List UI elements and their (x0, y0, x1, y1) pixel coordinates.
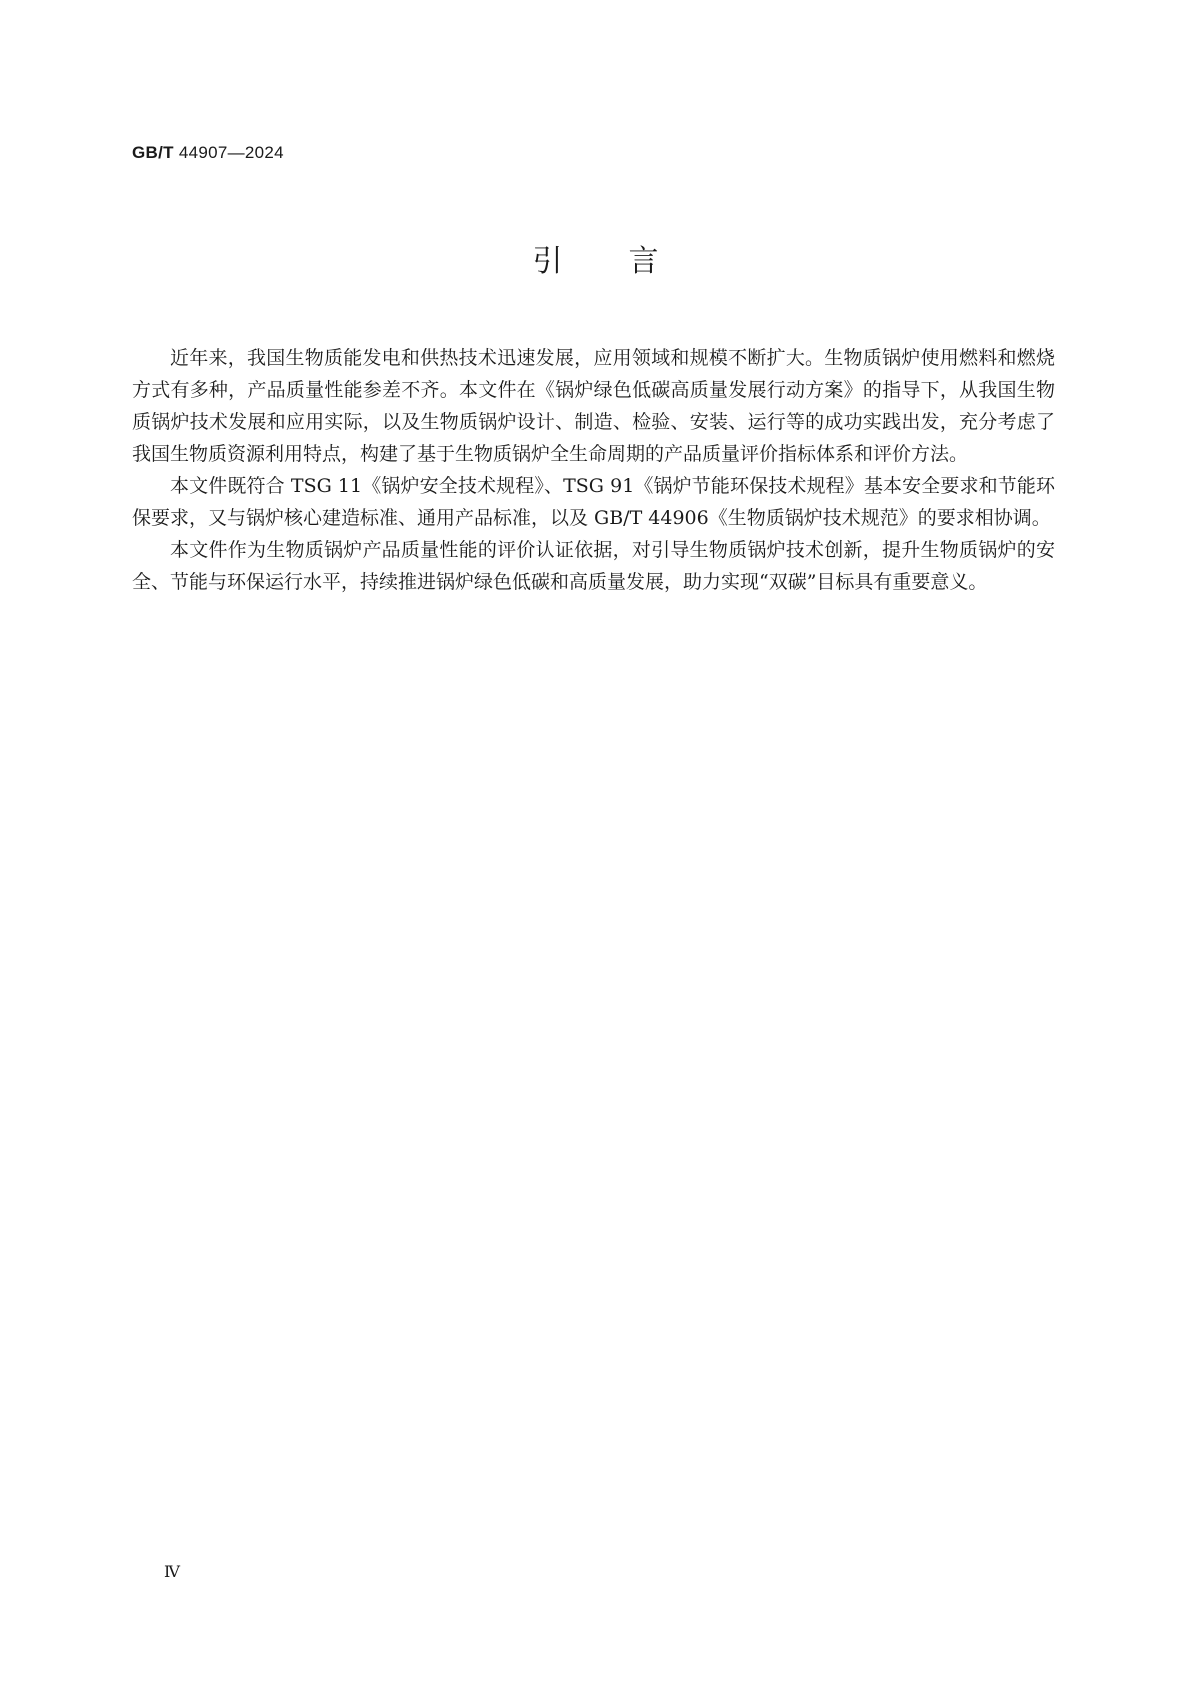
paragraph: 近年来，我国生物质能发电和供热技术迅速发展，应用领域和规模不断扩大。生物质锅炉使用燃料和燃烧方式有多种，产品质量性能参差不齐。本文件在《锅炉绿色低碳高质量发展行动方案》的指导下，从我国生物质锅炉技术发展和应用实际，以及生物质锅炉设计、制造、检验、安装、运行等的成功实践出发，充分考虑了我国生物质资源利用特点，构建了基于生物质锅炉全生命周期的产品质量评价指标体系和评价方法。 (132, 347, 1055, 465)
standard-code-prefix: GB/T (132, 143, 174, 162)
section-title: 引言 (532, 244, 725, 279)
paragraph: 本文件既符合 TSG 11《锅炉安全技术规程》、TSG 91《锅炉节能环保技术规程》基本安全要求和节能环保要求，又与锅炉核心建造标准、通用产品标准，以及 GB/T 44906《生物质锅炉技术规范》的要求相协调。 (132, 475, 1055, 529)
page-number: Ⅳ (164, 1562, 180, 1581)
introduction-body (132, 342, 1055, 598)
paragraph: 本文件作为生物质锅炉产品质量性能的评价认证依据，对引导生物质锅炉技术创新，提升生物质锅炉的安全、节能与环保运行水平，持续推进锅炉绿色低碳和高质量发展，助力实现“双碳”目标具有重要意义。 (132, 539, 1055, 593)
standard-code-header (132, 143, 284, 163)
standard-code-number: 44907—2024 (178, 143, 284, 162)
